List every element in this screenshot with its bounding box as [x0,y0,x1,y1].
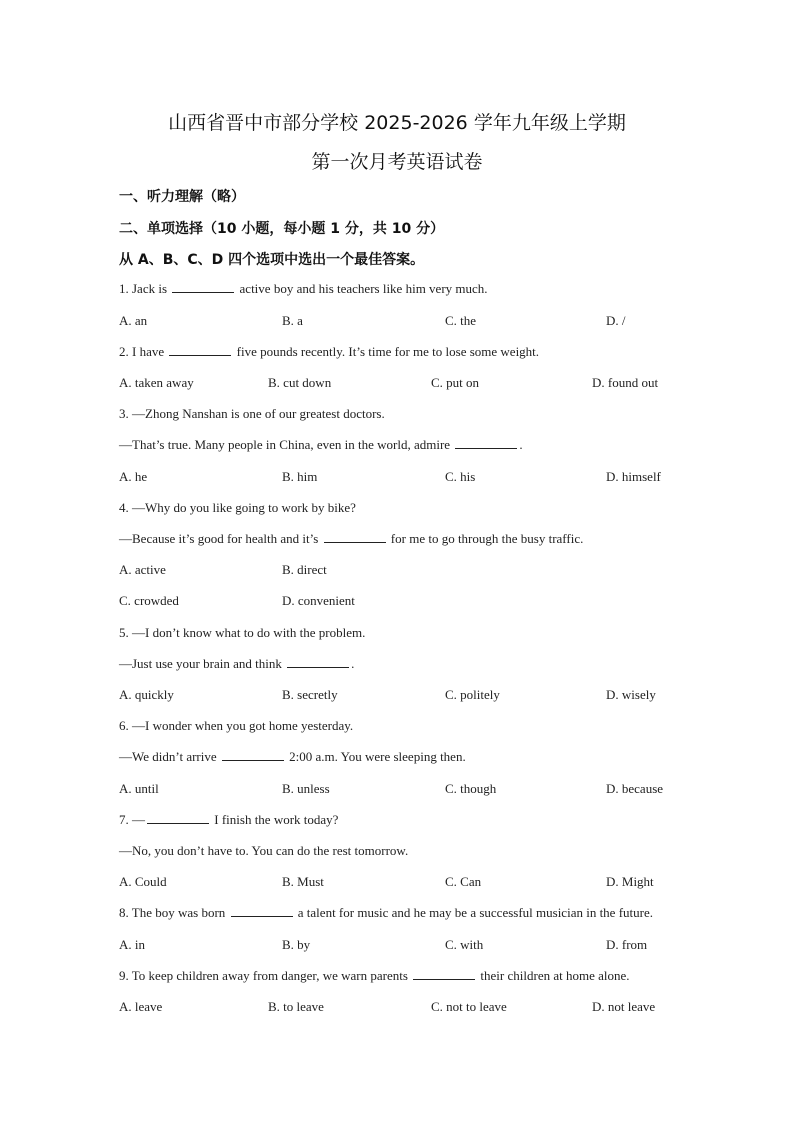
exam-title-line1: 山西省晋中市部分学校 2025-2026 学年九年级上学期 [168,112,626,134]
question-text: . [351,656,355,671]
question-6-option-B: B. unless [282,781,330,796]
answer-blank [147,812,209,824]
question-9-line-1 [119,968,630,984]
question-7-line-2 [119,843,408,859]
question-2-option-B: B. cut down [268,375,332,390]
question-5-option-D: D. wisely [606,687,656,702]
question-1-option-C: C. the [445,313,477,328]
section-single-choice-heading: 二、单项选择（10 小题，每小题 1 分，共 10 分） [119,221,445,237]
question-6-option-C: C. though [445,781,497,796]
question-1-option-B: B. a [282,313,303,328]
question-7-option-B: B. Must [282,874,324,889]
question-9-option-C: C. not to leave [431,999,507,1014]
question-3-option-C: C. his [445,469,476,484]
question-text: I finish the work today? [211,812,339,827]
question-3-option-A: A. he [119,469,148,484]
question-5-option-B: B. secretly [282,687,338,702]
question-6-line-1 [119,718,353,734]
question-text: 2. I have [119,344,168,359]
question-text: —No, you don’t have to. You can do the rest tomorrow. [119,843,409,858]
question-7-option-A: A. Could [119,874,167,889]
question-9-option-B: B. to leave [268,999,324,1014]
answer-blank [172,281,234,293]
instruction-text: 从 A、B、C、D 四个选项中选出一个最佳答案。 [119,252,425,268]
question-text: 3. —Zhong Nanshan is one of our greatest doctors. [119,406,385,421]
question-5-option-C: C. politely [445,687,500,702]
question-4-option-A: A. active [119,562,166,577]
question-2-option-D: D. found out [592,375,659,390]
question-7-option-D: D. Might [606,874,654,889]
answer-blank [324,531,386,543]
question-text: 2:00 a.m. You were sleeping then. [285,749,466,764]
question-1-option-D: D. / [606,313,626,328]
question-4-line-1 [119,500,356,516]
question-text: 7. — [119,812,145,827]
question-6-option-D: D. because [606,781,664,796]
question-1-line-1 [119,281,488,297]
question-text: —We didn’t arrive [119,749,220,764]
question-5-line-2 [119,656,354,672]
question-4-line-2 [119,531,583,547]
answer-blank [287,656,349,668]
question-text: 1. Jack is [119,281,171,296]
question-3-line-1 [119,406,385,422]
question-7-option-C: C. Can [445,874,482,889]
answer-blank [169,344,231,356]
question-text: 6. —I wonder when you got home yesterday. [119,718,354,733]
question-text: —That’s true. Many people in China, even in the world, admire [119,437,454,452]
question-4-option-B: B. direct [282,562,327,577]
question-7-line-1 [119,812,338,828]
question-5-option-A: A. quickly [119,687,174,702]
question-6-option-A: A. until [119,781,159,796]
answer-blank [413,968,475,980]
exam-title-line2: 第一次月考英语试卷 [311,151,483,173]
question-2-option-C: C. put on [431,375,480,390]
question-text: five pounds recently. It’s time for me to lose some weight. [233,344,540,359]
question-3-option-D: D. himself [606,469,661,484]
question-8-option-C: C. with [445,937,484,952]
question-text: . [519,437,523,452]
question-4-option-C: C. crowded [119,593,179,608]
question-text: 4. —Why do you like going to work by bike? [119,500,356,515]
question-8-option-D: D. from [606,937,648,952]
question-9-option-A: A. leave [119,999,163,1014]
question-2-line-1 [119,344,539,360]
question-8-option-A: A. in [119,937,145,952]
question-3-line-2 [119,437,523,453]
question-text: for me to go through the busy traffic. [387,531,584,546]
question-1-option-A: A. an [119,313,148,328]
section-listening-heading: 一、听力理解（略） [119,189,245,205]
question-text: a talent for music and he may be a successful musician in the future. [294,905,653,920]
answer-blank [455,437,517,449]
question-3-option-B: B. him [282,469,318,484]
question-8-line-1 [119,905,653,921]
question-text: 8. The boy was born [119,905,229,920]
answer-blank [222,749,284,761]
question-6-line-2 [119,749,466,765]
question-text: 9. To keep children away from danger, we warn parents [119,968,412,983]
question-text: active boy and his teachers like him very much. [236,281,488,296]
question-8-option-B: B. by [282,937,311,952]
question-5-line-1 [119,625,365,641]
question-4-option-D: D. convenient [282,593,355,608]
question-text: their children at home alone. [477,968,630,983]
question-2-option-A: A. taken away [119,375,194,390]
answer-blank [231,905,293,917]
question-text: —Because it’s good for health and it’s [119,531,322,546]
question-text: —Just use your brain and think [119,656,286,671]
question-9-option-D: D. not leave [592,999,656,1014]
question-text: 5. —I don’t know what to do with the problem. [119,625,366,640]
